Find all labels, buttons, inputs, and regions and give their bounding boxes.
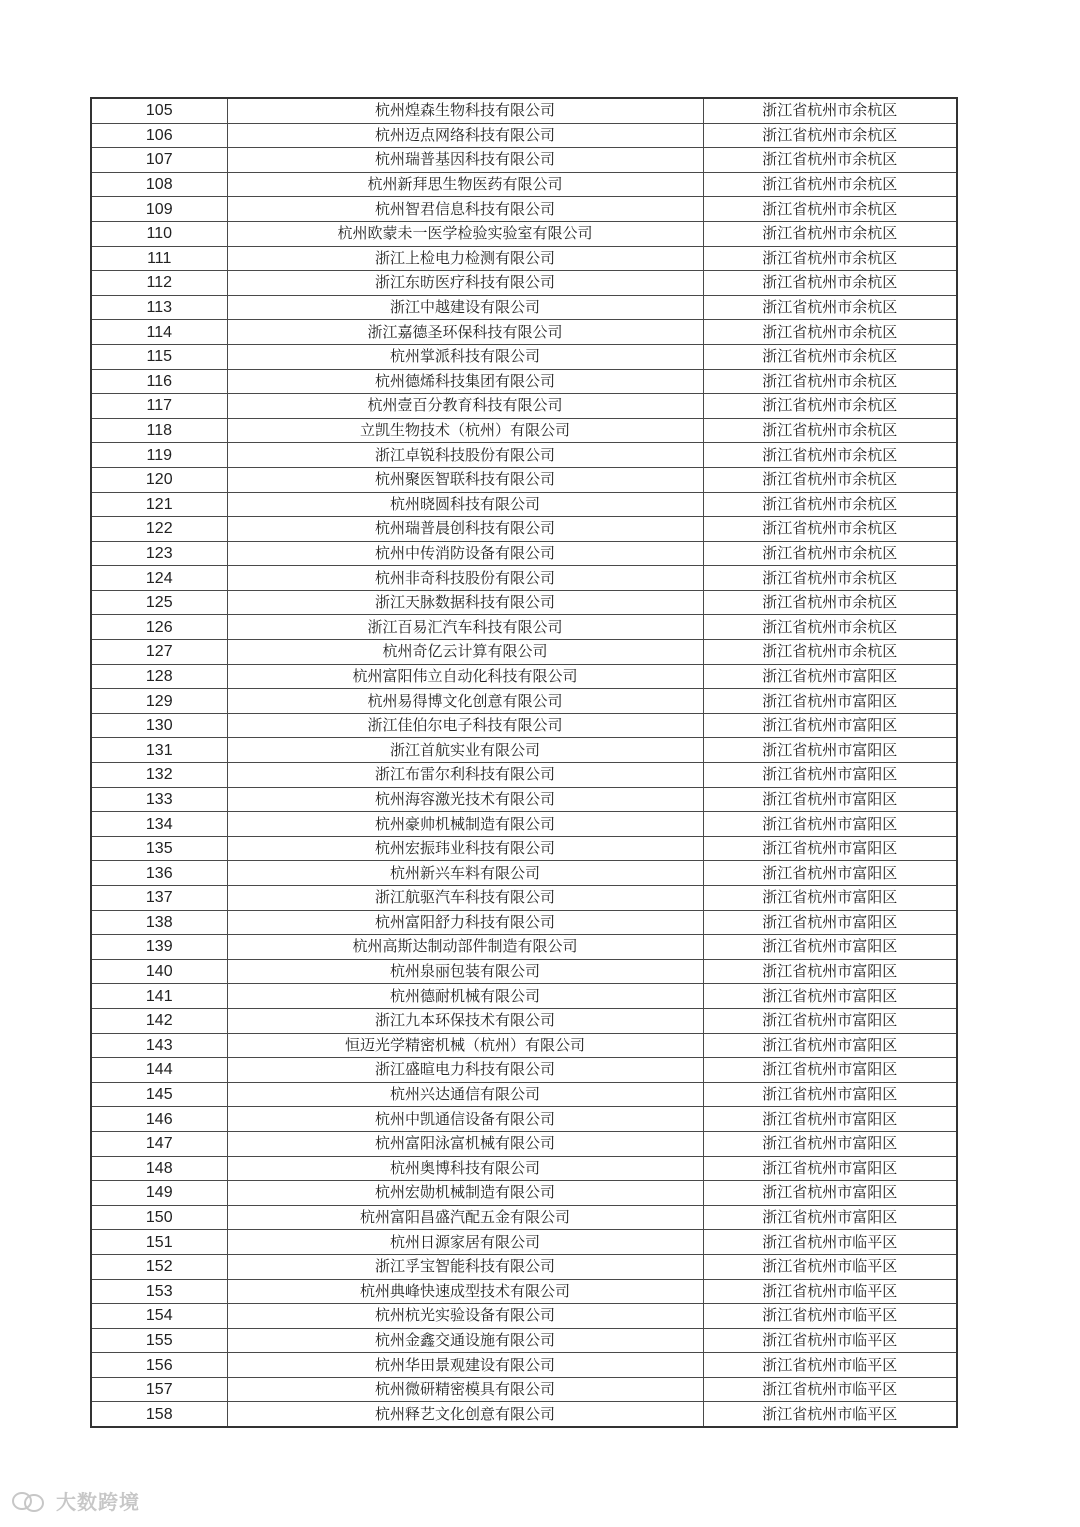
company-name: 杭州聚医智联科技有限公司 [227,467,703,492]
table-row [91,787,957,812]
company-location: 浙江省杭州市富阳区 [703,984,957,1009]
table-row [91,295,957,320]
table-row [91,394,957,419]
company-location: 浙江省杭州市余杭区 [703,123,957,148]
table-row [91,369,957,394]
company-location: 浙江省杭州市余杭区 [703,320,957,345]
table-row [91,640,957,665]
company-location: 浙江省杭州市临平区 [703,1377,957,1402]
company-location: 浙江省杭州市富阳区 [703,1058,957,1083]
company-name: 浙江东昉医疗科技有限公司 [227,271,703,296]
company-list-table [90,97,958,1428]
company-name: 浙江盛暄电力科技有限公司 [227,1058,703,1083]
row-number: 125 [91,590,227,615]
table-row [91,1107,957,1132]
row-number: 108 [91,172,227,197]
watermark [10,1486,140,1515]
row-number: 106 [91,123,227,148]
row-number: 123 [91,541,227,566]
company-name: 杭州易得博文化创意有限公司 [227,689,703,714]
company-name: 杭州富阳舒力科技有限公司 [227,910,703,935]
table-row [91,197,957,222]
row-number: 109 [91,197,227,222]
company-location: 浙江省杭州市富阳区 [703,836,957,861]
company-name: 杭州中凯通信设备有限公司 [227,1107,703,1132]
company-name: 杭州典峰快速成型技术有限公司 [227,1279,703,1304]
table-row [91,615,957,640]
table-row [91,541,957,566]
company-name: 浙江航驱汽车科技有限公司 [227,886,703,911]
company-name: 杭州掌派科技有限公司 [227,344,703,369]
row-number: 120 [91,467,227,492]
company-name: 杭州瑞普晨创科技有限公司 [227,517,703,542]
company-location: 浙江省杭州市临平区 [703,1254,957,1279]
row-number: 112 [91,271,227,296]
company-name: 杭州迈点网络科技有限公司 [227,123,703,148]
row-number: 113 [91,295,227,320]
company-location: 浙江省杭州市富阳区 [703,1205,957,1230]
company-name: 浙江布雷尔利科技有限公司 [227,763,703,788]
chat-bubbles-logo-icon [10,1490,50,1512]
company-name: 杭州宏振玮业科技有限公司 [227,836,703,861]
row-number: 130 [91,713,227,738]
company-location: 浙江省杭州市临平区 [703,1402,957,1427]
company-name: 杭州华田景观建设有限公司 [227,1353,703,1378]
company-name: 杭州瑞普基因科技有限公司 [227,148,703,173]
table-row [91,1328,957,1353]
company-location: 浙江省杭州市富阳区 [703,1008,957,1033]
table-row [91,1033,957,1058]
company-name: 浙江百易汇汽车科技有限公司 [227,615,703,640]
company-name: 浙江中越建设有限公司 [227,295,703,320]
company-name: 恒迈光学精密机械（杭州）有限公司 [227,1033,703,1058]
row-number: 150 [91,1205,227,1230]
row-number: 148 [91,1156,227,1181]
company-name: 杭州晓圆科技有限公司 [227,492,703,517]
table-row [91,123,957,148]
table-row [91,467,957,492]
company-location: 浙江省杭州市余杭区 [703,492,957,517]
row-number: 137 [91,886,227,911]
company-location: 浙江省杭州市富阳区 [703,787,957,812]
table-row [91,1156,957,1181]
company-location: 浙江省杭州市富阳区 [703,1131,957,1156]
table-row [91,1058,957,1083]
row-number: 119 [91,443,227,468]
table-row [91,443,957,468]
company-location: 浙江省杭州市余杭区 [703,517,957,542]
row-number: 116 [91,369,227,394]
company-name: 杭州释艺文化创意有限公司 [227,1402,703,1427]
company-name: 杭州智君信息科技有限公司 [227,197,703,222]
company-name: 杭州微研精密模具有限公司 [227,1377,703,1402]
row-number: 145 [91,1082,227,1107]
table-row [91,1205,957,1230]
row-number: 142 [91,1008,227,1033]
company-location: 浙江省杭州市余杭区 [703,443,957,468]
row-number: 139 [91,935,227,960]
company-name: 浙江嘉德圣环保科技有限公司 [227,320,703,345]
table-row [91,664,957,689]
company-name: 浙江九本环保技术有限公司 [227,1008,703,1033]
table-row [91,517,957,542]
company-location: 浙江省杭州市余杭区 [703,148,957,173]
company-location: 浙江省杭州市余杭区 [703,197,957,222]
company-location: 浙江省杭州市余杭区 [703,418,957,443]
row-number: 107 [91,148,227,173]
company-name: 杭州壹百分教育科技有限公司 [227,394,703,419]
row-number: 132 [91,763,227,788]
row-number: 154 [91,1304,227,1329]
table-row [91,861,957,886]
row-number: 147 [91,1131,227,1156]
row-number: 144 [91,1058,227,1083]
company-location: 浙江省杭州市富阳区 [703,1181,957,1206]
row-number: 146 [91,1107,227,1132]
company-location: 浙江省杭州市富阳区 [703,1107,957,1132]
company-location: 浙江省杭州市富阳区 [703,1082,957,1107]
table-row [91,886,957,911]
row-number: 110 [91,221,227,246]
company-name: 浙江卓锐科技股份有限公司 [227,443,703,468]
company-name: 杭州富阳泳富机械有限公司 [227,1131,703,1156]
table-row [91,1377,957,1402]
company-location: 浙江省杭州市余杭区 [703,394,957,419]
company-location: 浙江省杭州市余杭区 [703,541,957,566]
table-row [91,1353,957,1378]
company-location: 浙江省杭州市余杭区 [703,590,957,615]
table-row [91,959,957,984]
company-name: 杭州中传消防设备有限公司 [227,541,703,566]
row-number: 131 [91,738,227,763]
table-row [91,590,957,615]
company-name: 杭州德耐机械有限公司 [227,984,703,1009]
row-number: 149 [91,1181,227,1206]
company-location: 浙江省杭州市富阳区 [703,664,957,689]
row-number: 140 [91,959,227,984]
company-location: 浙江省杭州市富阳区 [703,738,957,763]
row-number: 126 [91,615,227,640]
company-name: 杭州欧蒙未一医学检验实验室有限公司 [227,221,703,246]
table-row [91,1181,957,1206]
table-row [91,1279,957,1304]
company-name: 杭州奇亿云计算有限公司 [227,640,703,665]
company-location: 浙江省杭州市余杭区 [703,295,957,320]
table-row [91,713,957,738]
company-name: 杭州高斯达制动部件制造有限公司 [227,935,703,960]
company-location: 浙江省杭州市临平区 [703,1230,957,1255]
company-location: 浙江省杭州市富阳区 [703,812,957,837]
company-location: 浙江省杭州市余杭区 [703,271,957,296]
row-number: 128 [91,664,227,689]
table-row [91,1304,957,1329]
table-row [91,1082,957,1107]
row-number: 158 [91,1402,227,1427]
company-location: 浙江省杭州市富阳区 [703,959,957,984]
table-row [91,1230,957,1255]
table-row [91,246,957,271]
row-number: 124 [91,566,227,591]
table-row [91,689,957,714]
table-row [91,836,957,861]
row-number: 138 [91,910,227,935]
company-location: 浙江省杭州市富阳区 [703,935,957,960]
row-number: 153 [91,1279,227,1304]
row-number: 156 [91,1353,227,1378]
company-name: 杭州德烯科技集团有限公司 [227,369,703,394]
company-location: 浙江省杭州市余杭区 [703,615,957,640]
company-name: 杭州新拜思生物医药有限公司 [227,172,703,197]
table-body [91,98,957,1427]
table-row [91,812,957,837]
company-name: 浙江天脉数据科技有限公司 [227,590,703,615]
company-name: 杭州兴达通信有限公司 [227,1082,703,1107]
company-name: 杭州泉丽包装有限公司 [227,959,703,984]
row-number: 152 [91,1254,227,1279]
company-name: 杭州金鑫交通设施有限公司 [227,1328,703,1353]
table-row [91,492,957,517]
company-name: 杭州非奇科技股份有限公司 [227,566,703,591]
row-number: 114 [91,320,227,345]
company-name: 杭州煌森生物科技有限公司 [227,98,703,123]
table-row [91,271,957,296]
company-location: 浙江省杭州市余杭区 [703,369,957,394]
row-number: 135 [91,836,227,861]
row-number: 151 [91,1230,227,1255]
table-row [91,1008,957,1033]
company-name: 浙江首航实业有限公司 [227,738,703,763]
company-location: 浙江省杭州市余杭区 [703,172,957,197]
company-location: 浙江省杭州市富阳区 [703,861,957,886]
table-row [91,344,957,369]
table-row [91,763,957,788]
table-row [91,1402,957,1427]
company-location: 浙江省杭州市临平区 [703,1328,957,1353]
row-number: 117 [91,394,227,419]
company-location: 浙江省杭州市富阳区 [703,910,957,935]
company-location: 浙江省杭州市临平区 [703,1353,957,1378]
row-number: 133 [91,787,227,812]
table-row [91,738,957,763]
row-number: 105 [91,98,227,123]
company-location: 浙江省杭州市余杭区 [703,566,957,591]
company-location: 浙江省杭州市富阳区 [703,1033,957,1058]
row-number: 111 [91,246,227,271]
company-location: 浙江省杭州市余杭区 [703,221,957,246]
company-name: 杭州海容激光技术有限公司 [227,787,703,812]
table-row [91,221,957,246]
company-location: 浙江省杭州市临平区 [703,1279,957,1304]
row-number: 127 [91,640,227,665]
company-location: 浙江省杭州市余杭区 [703,640,957,665]
row-number: 136 [91,861,227,886]
table-row [91,148,957,173]
company-name: 杭州富阳伟立自动化科技有限公司 [227,664,703,689]
row-number: 115 [91,344,227,369]
row-number: 143 [91,1033,227,1058]
company-name: 杭州奥博科技有限公司 [227,1156,703,1181]
company-name: 浙江孚宝智能科技有限公司 [227,1254,703,1279]
company-name: 浙江佳伯尔电子科技有限公司 [227,713,703,738]
row-number: 134 [91,812,227,837]
company-location: 浙江省杭州市富阳区 [703,763,957,788]
company-name: 杭州宏勋机械制造有限公司 [227,1181,703,1206]
table-row [91,910,957,935]
table-row [91,984,957,1009]
row-number: 129 [91,689,227,714]
row-number: 157 [91,1377,227,1402]
table-row [91,935,957,960]
company-location: 浙江省杭州市临平区 [703,1304,957,1329]
company-location: 浙江省杭州市余杭区 [703,344,957,369]
row-number: 122 [91,517,227,542]
row-number: 121 [91,492,227,517]
company-name: 立凯生物技术（杭州）有限公司 [227,418,703,443]
company-location: 浙江省杭州市富阳区 [703,1156,957,1181]
company-name: 杭州日源家居有限公司 [227,1230,703,1255]
company-location: 浙江省杭州市余杭区 [703,98,957,123]
company-name: 杭州新兴车料有限公司 [227,861,703,886]
row-number: 118 [91,418,227,443]
company-name: 浙江上检电力检测有限公司 [227,246,703,271]
company-location: 浙江省杭州市富阳区 [703,886,957,911]
row-number: 155 [91,1328,227,1353]
table-row [91,418,957,443]
table-row [91,1254,957,1279]
table-row [91,320,957,345]
company-location: 浙江省杭州市余杭区 [703,246,957,271]
company-location: 浙江省杭州市富阳区 [703,713,957,738]
table-row [91,98,957,123]
company-location: 浙江省杭州市余杭区 [703,467,957,492]
table-row [91,172,957,197]
row-number: 141 [91,984,227,1009]
table-row [91,1131,957,1156]
watermark-text: 大数跨境 [56,1490,140,1514]
company-name: 杭州富阳昌盛汽配五金有限公司 [227,1205,703,1230]
company-name: 杭州豪帅机械制造有限公司 [227,812,703,837]
table-row [91,566,957,591]
company-name: 杭州杭光实验设备有限公司 [227,1304,703,1329]
company-location: 浙江省杭州市富阳区 [703,689,957,714]
